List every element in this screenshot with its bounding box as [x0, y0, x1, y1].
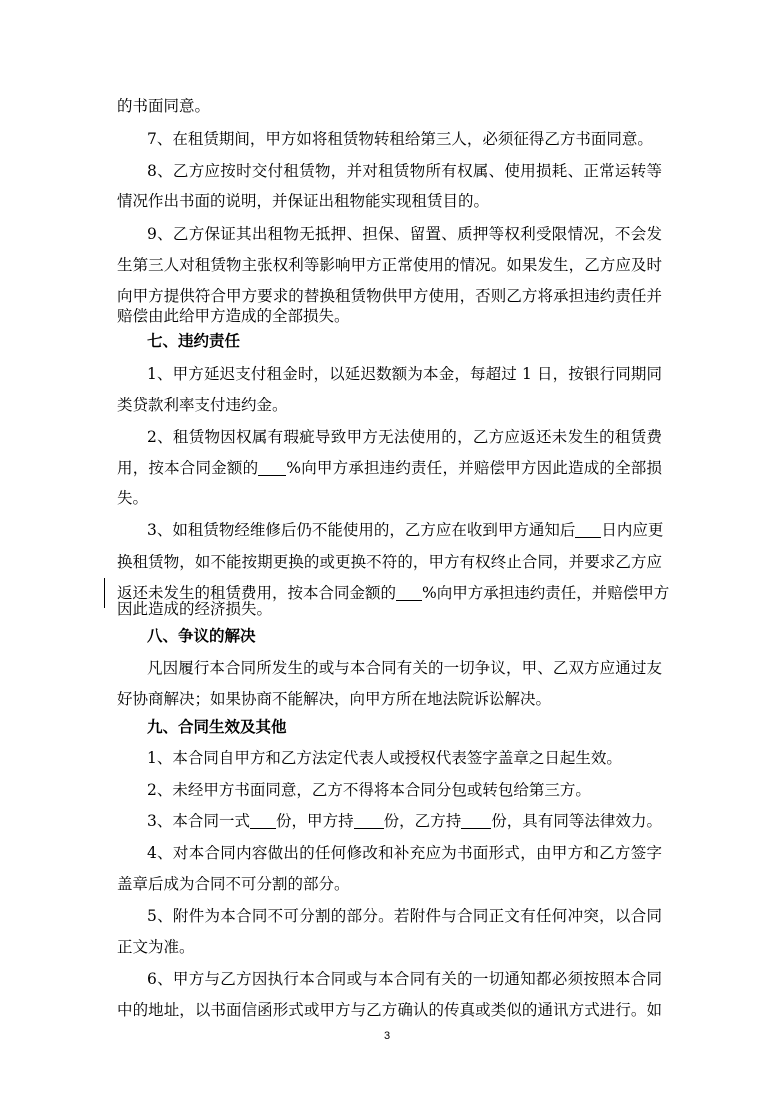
paragraph-line: 因此造成的经济损失。 — [117, 600, 273, 618]
paragraph-line: 用，按本合同金额的 %向甲方承担违约责任，并赔偿甲方因此造成的全部损 — [117, 459, 662, 477]
change-bar — [104, 578, 105, 608]
section-heading: 七、违约责任 — [147, 332, 241, 350]
paragraph-line: 中的地址，以书面信函形式或甲方与乙方确认的传真或类似的通讯方式进行。如 — [117, 1001, 662, 1019]
page-number: 3 — [383, 1030, 391, 1042]
section-heading: 九、合同生效及其他 — [147, 718, 287, 736]
paragraph-line: 2、租赁物因权属有瑕疵导致甲方无法使用的，乙方应返还未发生的租赁费 — [147, 428, 662, 446]
paragraph-line: 3、本合同一式 份，甲方持 份，乙方持 份，具有同等法律效力。 — [147, 812, 662, 830]
paragraph-line: 7、在租赁期间，甲方如将租赁物转租给第三人，必须征得乙方书面同意。 — [147, 130, 653, 148]
paragraph-line: 3、如租赁物经维修后仍不能使用的，乙方应在收到甲方通知后 日内应更 — [147, 521, 664, 539]
paragraph-line: 赔偿由此给甲方造成的全部损失。 — [117, 307, 350, 325]
blank-field — [575, 521, 601, 538]
paragraph-line: 8、乙方应按时交付租赁物，并对租赁物所有权属、使用损耗、正常运转等 — [147, 162, 662, 180]
paragraph-line: 正文为准。 — [117, 938, 195, 956]
paragraph-line: 生第三人对租赁物主张权利等影响甲方正常使用的情况。如果发生，乙方应及时 — [117, 256, 662, 274]
paragraph-line: 4、对本合同内容做出的任何修改和补充应为书面形式，由甲方和乙方签字 — [147, 844, 662, 862]
section-heading: 八、争议的解决 — [147, 627, 256, 645]
paragraph-line: 盖章后成为合同不可分割的部分。 — [117, 875, 350, 893]
paragraph-line: 换租赁物，如不能按期更换的或更换不符的，甲方有权终止合同，并要求乙方应 — [117, 553, 662, 571]
paragraph-line: 凡因履行本合同所发生的或与本合同有关的一切争议，甲、乙双方应通过友 — [147, 659, 662, 677]
blank-field — [258, 459, 286, 476]
blank-field — [250, 812, 276, 829]
paragraph-line: 的书面同意。 — [117, 97, 211, 115]
paragraph-line: 6、甲方与乙方因执行本合同或与本合同有关的一切通知都必须按照本合同 — [147, 970, 662, 988]
paragraph-line: 好协商解决；如果协商不能解决，向甲方所在地法院诉讼解决。 — [117, 690, 552, 708]
blank-field — [461, 812, 491, 829]
paragraph-line: 1、甲方延迟支付租金时，以延迟数额为本金，每超过 1 日，按银行同期同 — [147, 365, 662, 383]
paragraph-line: 情况作出书面的说明，并保证出租物能实现租赁目的。 — [117, 192, 490, 210]
paragraph-line: 9、乙方保证其出租物无抵押、担保、留置、质押等权利受限情况，不会发 — [147, 225, 662, 243]
paragraph-line: 返还未发生的租赁费用，按本合同金额的 %向甲方承担违约责任，并赔偿甲方 — [117, 584, 670, 602]
blank-field — [354, 812, 384, 829]
paragraph-line: 向甲方提供符合甲方要求的替换租赁物供甲方使用，否则乙方将承担违约责任并 — [117, 287, 662, 305]
paragraph-line: 类贷款利率支付违约金。 — [117, 396, 288, 414]
paragraph-line: 2、未经甲方书面同意，乙方不得将本合同分包或转包给第三方。 — [147, 781, 591, 799]
paragraph-line: 1、本合同自甲方和乙方法定代表人或授权代表签字盖章之日起生效。 — [147, 749, 622, 767]
paragraph-line: 失。 — [117, 489, 149, 507]
paragraph-line: 5、附件为本合同不可分割的部分。若附件与合同正文有任何冲突，以合同 — [147, 907, 662, 925]
